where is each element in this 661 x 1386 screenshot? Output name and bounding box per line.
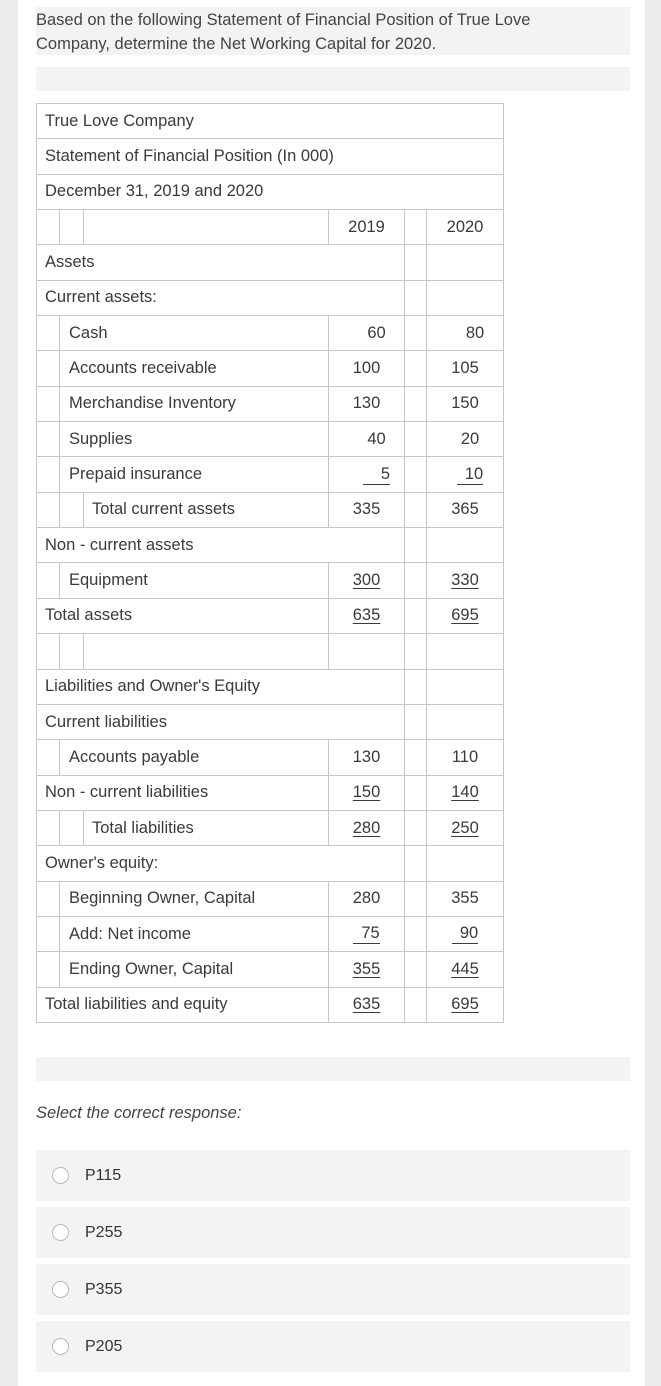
table-row (37, 139, 504, 174)
table-row (37, 669, 504, 704)
year-header-2020: 2020 (427, 210, 504, 245)
radio-icon[interactable] (52, 1338, 69, 1355)
value-2020: 80 (465, 323, 485, 342)
question-text (36, 7, 630, 55)
option-label: P355 (85, 1280, 123, 1298)
table-row (37, 280, 504, 315)
table-row (37, 316, 504, 351)
table-row (37, 422, 504, 457)
row-label: Equipment (60, 563, 329, 598)
row-label: Supplies (60, 422, 329, 457)
value-2020: 250 (451, 818, 479, 837)
value-2019: 355 (352, 959, 381, 978)
value-2020: 695 (451, 995, 479, 1014)
company-name: True Love Company (37, 104, 504, 139)
value-2020: 355 (451, 889, 479, 908)
value-2019: 300 (352, 571, 381, 590)
table-row (37, 598, 504, 633)
value-2020: 330 (451, 571, 479, 590)
statement-date: December 31, 2019 and 2020 (37, 174, 504, 209)
option-4[interactable] (36, 1321, 630, 1372)
row-label: Total current assets (84, 492, 329, 527)
value-2019: 5 (363, 465, 390, 485)
value-2019: 40 (367, 429, 386, 448)
table-row (37, 386, 504, 421)
radio-icon[interactable] (52, 1224, 69, 1241)
value-2019: 100 (352, 359, 381, 378)
table-row (37, 351, 504, 386)
value-2020: 695 (451, 606, 479, 625)
value-2020: 110 (451, 747, 479, 766)
table-row (37, 987, 504, 1022)
row-label: Ending Owner, Capital (60, 952, 329, 987)
row-label: Accounts payable (60, 740, 329, 775)
value-2019: 280 (352, 889, 381, 908)
question-line-1: Based on the following Statement of Financial Position of True Love (36, 11, 531, 29)
table-row (37, 704, 504, 739)
value-2020: 140 (451, 783, 479, 802)
question-card (18, 0, 645, 1386)
value-2020: 20 (460, 429, 480, 448)
question-line-2: Company, determine the Net Working Capital for 2020. (36, 35, 437, 53)
table-row (37, 740, 504, 775)
row-label: Total liabilities (84, 810, 329, 845)
table-row (37, 952, 504, 987)
value-2019: 130 (352, 394, 381, 413)
divider-bar (36, 67, 630, 91)
value-2020: 105 (451, 359, 479, 378)
section-owners-equity: Owner's equity: (37, 846, 405, 881)
table-row (37, 245, 504, 280)
radio-icon[interactable] (52, 1281, 69, 1298)
option-1[interactable] (36, 1150, 630, 1201)
table-row (37, 492, 504, 527)
financial-statement-table (36, 103, 504, 1023)
value-2019: 635 (352, 606, 381, 625)
option-label: P115 (85, 1166, 122, 1184)
table-row (37, 528, 504, 563)
section-current-assets: Current assets: (37, 280, 405, 315)
table-row (37, 174, 504, 209)
value-2019: 335 (352, 500, 381, 519)
statement-title: Statement of Financial Position (In 000) (37, 139, 504, 174)
value-2020: 10 (457, 465, 483, 485)
table-row (37, 457, 504, 492)
table-row (37, 104, 504, 139)
radio-icon[interactable] (52, 1167, 69, 1184)
section-current-liabilities: Current liabilities (37, 704, 405, 739)
table-row (37, 775, 504, 810)
value-2020: 90 (452, 924, 478, 944)
value-2019: 280 (352, 818, 381, 837)
section-liabilities-equity: Liabilities and Owner's Equity (37, 669, 405, 704)
row-label: Total assets (37, 598, 329, 633)
table-row (37, 210, 504, 245)
row-label: Cash (60, 316, 329, 351)
option-3[interactable] (36, 1264, 630, 1315)
row-label: Total liabilities and equity (37, 987, 329, 1022)
row-label: Add: Net income (60, 916, 329, 951)
value-2019: 635 (352, 995, 381, 1014)
option-label: P205 (85, 1337, 123, 1355)
option-label: P255 (85, 1223, 123, 1241)
value-2019: 150 (352, 783, 381, 802)
table-row (37, 916, 504, 951)
value-2019: 60 (367, 323, 386, 342)
row-label: Prepaid insurance (60, 457, 329, 492)
response-prompt: Select the correct response: (36, 1104, 242, 1122)
value-2019: 75 (353, 924, 379, 944)
row-label: Non - current liabilities (37, 775, 329, 810)
value-2020: 150 (451, 394, 479, 413)
row-label: Beginning Owner, Capital (60, 881, 329, 916)
table-row (37, 881, 504, 916)
table-row (37, 846, 504, 881)
value-2020: 365 (451, 500, 479, 519)
section-noncurrent-assets: Non - current assets (37, 528, 405, 563)
table-row (37, 563, 504, 598)
divider-bar (36, 1057, 630, 1081)
value-2020: 445 (451, 959, 479, 978)
row-label: Merchandise Inventory (60, 386, 329, 421)
section-assets: Assets (37, 245, 405, 280)
option-2[interactable] (36, 1207, 630, 1258)
table-row (37, 810, 504, 845)
row-label: Accounts receivable (60, 351, 329, 386)
table-row (37, 634, 504, 669)
year-header-2019: 2019 (329, 210, 405, 245)
value-2019: 130 (352, 747, 381, 766)
